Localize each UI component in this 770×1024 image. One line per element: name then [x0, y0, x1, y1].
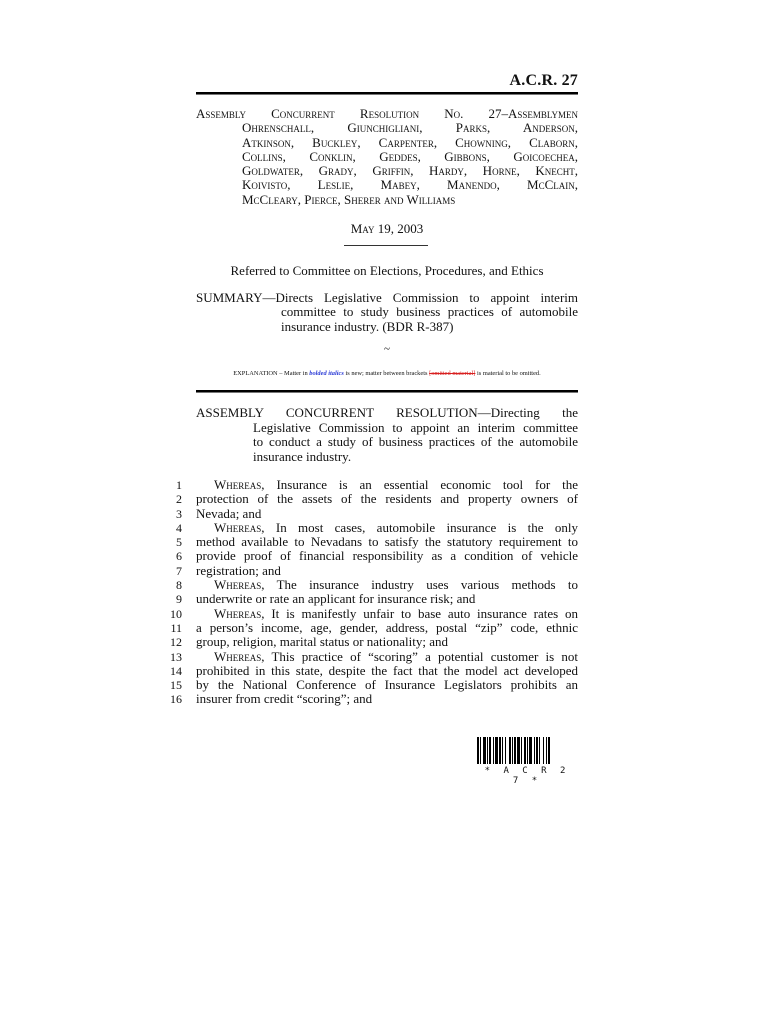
body-line: [160, 678, 578, 692]
body-line: [160, 664, 578, 678]
body-line: [160, 564, 578, 578]
title-line: Ohrenschall, Giunchigliani, Parks, Anderson,: [242, 120, 578, 136]
line-content: In most cases, automobile insurance is the only: [264, 520, 578, 535]
line-number: 12: [170, 635, 182, 650]
title-line: Assembly Concurrent Resolution No. 27–Assemblymen: [196, 106, 578, 121]
line-text: [196, 635, 578, 649]
line-number: 4: [176, 520, 182, 535]
line-content: protection of the assets of the residents and property owners of: [196, 492, 578, 507]
explanation-suffix: is material to be omitted.: [475, 370, 541, 377]
act-heading-line: insurance industry.: [253, 448, 352, 464]
line-content: It is manifestly unfair to base auto insurance rates on: [264, 606, 578, 621]
line-text: [196, 621, 578, 635]
whereas-keyword: Whereas,: [214, 520, 265, 535]
act-heading-line: ASSEMBLY CONCURRENT RESOLUTION—Directing the: [196, 405, 578, 420]
line-content: underwrite or rate an applicant for insurance risk; and: [196, 592, 476, 607]
barcode-graphic: [477, 737, 577, 764]
line-content: prohibited in this state, despite the fact that the model act developed: [196, 663, 578, 678]
explanation-middle: is new; matter between brackets: [343, 370, 430, 377]
summary-lead: SUMMARY—: [196, 290, 276, 305]
body-line: [160, 492, 578, 506]
line-text: [196, 692, 578, 706]
summary-line: committee to study business practices of automobile: [281, 304, 578, 320]
line-content: insurer from credit “scoring”; and: [196, 692, 373, 707]
line-content: Nevada; and: [196, 506, 262, 521]
line-number: 1: [176, 478, 182, 492]
line-number: 11: [170, 620, 182, 635]
line-content: This practice of “scoring” a potential customer is not: [264, 649, 578, 664]
line-content: Insurance is an essential economic tool for the: [264, 478, 578, 492]
barcode-bar: [550, 737, 552, 764]
date-rule: [344, 245, 428, 246]
line-text: [196, 521, 578, 535]
line-number: 5: [176, 535, 182, 550]
line-text: [196, 678, 578, 692]
resolution-title-block: [196, 107, 578, 207]
line-content: group, religion, marital status or nationality; and: [196, 635, 449, 650]
line-content: by the National Conference of Insurance Legislators prohibits an: [196, 678, 578, 693]
line-number: 2: [176, 492, 182, 507]
resolution-body: [160, 478, 578, 707]
body-line: [160, 478, 578, 492]
barcode-label: * A C R 2 7 *: [484, 766, 570, 786]
line-content: method available to Nevadans to satisfy the statutory requirement to: [196, 535, 578, 550]
line-content: provide proof of financial responsibility as a condition of vehicle: [196, 549, 578, 564]
body-line: [160, 692, 578, 706]
line-text: [196, 549, 578, 563]
title-line: McCleary, Pierce, Sherer and Williams: [242, 191, 456, 207]
act-heading: [196, 406, 578, 464]
whereas-keyword: Whereas,: [214, 478, 265, 492]
whereas-keyword: Whereas,: [214, 649, 265, 664]
line-text: [196, 492, 578, 506]
line-content: registration; and: [196, 563, 281, 578]
act-heading-line: Legislative Commission to appoint an interim committee: [253, 419, 578, 435]
line-number: 9: [176, 592, 182, 607]
title-line: Goldwater, Grady, Griffin, Hardy, Horne, Knecht,: [242, 163, 578, 179]
body-line: [160, 549, 578, 563]
bill-id: A.C.R. 27: [509, 72, 578, 89]
body-line: [160, 507, 578, 521]
line-number: 10: [170, 606, 182, 621]
line-text: [196, 535, 578, 549]
line-content: The insurance industry uses various methods to: [264, 578, 578, 593]
body-line: [160, 535, 578, 549]
body-line: [160, 607, 578, 621]
committee-referral: Referred to Committee on Elections, Procedures, and Ethics: [230, 263, 544, 278]
body-line: [160, 635, 578, 649]
header-rule: [196, 92, 578, 94]
whereas-keyword: Whereas,: [214, 606, 265, 621]
line-text: [196, 664, 578, 678]
body-line: [160, 578, 578, 592]
line-number: 7: [176, 563, 182, 578]
summary-block: [196, 291, 578, 334]
line-text: [196, 507, 578, 521]
line-number: 14: [170, 663, 182, 678]
line-text: [196, 478, 578, 492]
body-rule: [196, 390, 578, 392]
line-number: 8: [176, 578, 182, 593]
line-content: a person’s income, age, gender, address, postal “zip” code, ethnic: [196, 620, 578, 635]
line-text: [196, 578, 578, 592]
explanation-note: [196, 370, 578, 377]
act-heading-line: to conduct a study of business practices of the automobile: [253, 434, 578, 450]
line-number: 13: [170, 649, 182, 664]
section-separator: ~: [384, 343, 390, 355]
line-text: [196, 564, 578, 578]
explanation-prefix: EXPLANATION – Matter in: [233, 370, 310, 377]
explanation-omitted-text: [omitted material]: [429, 370, 476, 377]
explanation-new-text: bolded italics: [309, 370, 344, 377]
line-number: 15: [170, 678, 182, 693]
body-line: [160, 621, 578, 635]
resolution-date: May 19, 2003: [350, 221, 424, 236]
line-text: [196, 592, 578, 606]
body-line: [160, 521, 578, 535]
line-text: [196, 607, 578, 621]
body-line: [160, 650, 578, 664]
whereas-keyword: Whereas,: [214, 578, 265, 593]
line-number: 16: [170, 692, 182, 707]
title-line: Collins, Conklin, Geddes, Gibbons, Goicoechea,: [242, 148, 578, 164]
title-line: Koivisto, Leslie, Mabey, Manendo, McClain,: [242, 177, 578, 193]
line-number: 3: [176, 506, 182, 521]
line-number: 6: [176, 549, 182, 564]
summary-line: Directs Legislative Commission to appoint interim: [275, 290, 578, 305]
title-line: Atkinson, Buckley, Carpenter, Chowning, Claborn,: [242, 134, 578, 150]
line-text: [196, 650, 578, 664]
body-line: [160, 592, 578, 606]
summary-line: insurance industry. (BDR R-387): [281, 318, 454, 334]
